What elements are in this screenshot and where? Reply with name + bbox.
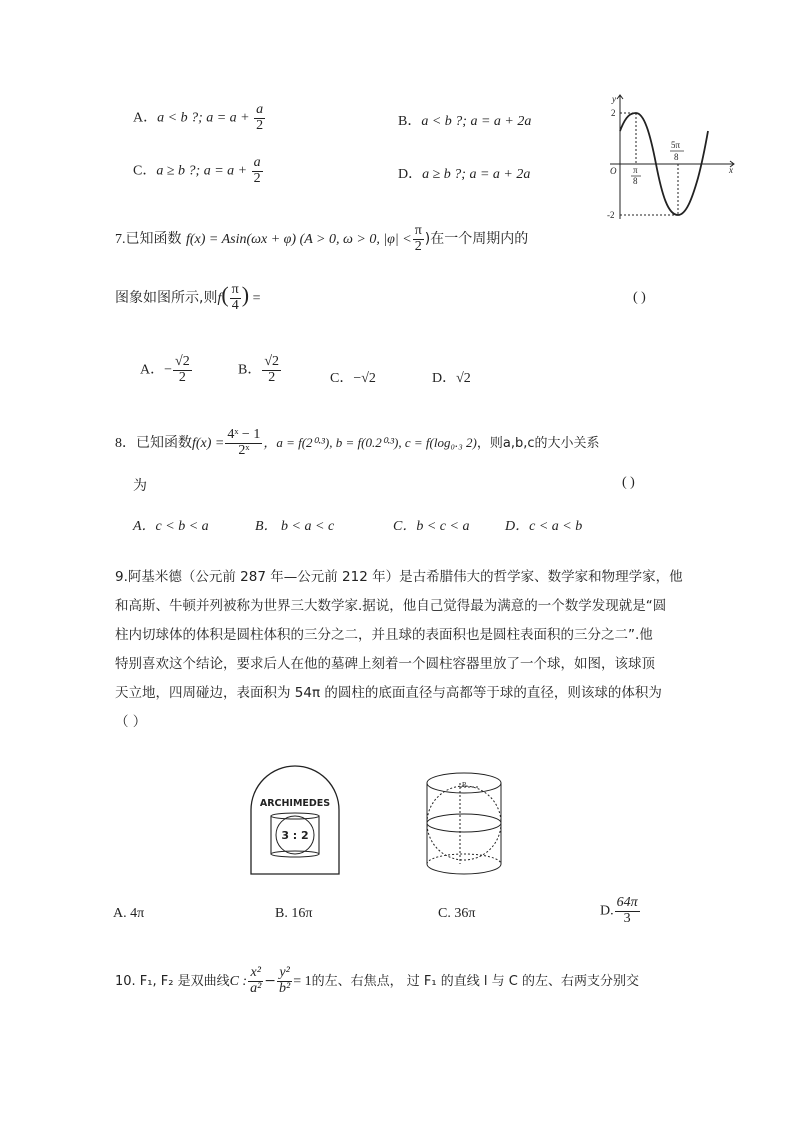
q9-line: 柱内切球体的体积是圆柱体积的三分之二，并且球的表面积也是圆柱表面积的三分之二”.他 xyxy=(115,627,653,643)
q9-line: 天立地，四周碰边，表面积为 54π 的圆柱的底面直径与高都等于球的直径，则该球的体积为 xyxy=(115,685,662,701)
sine-graph xyxy=(598,93,740,223)
option-text: a < b ?; a = a + xyxy=(157,110,254,126)
q7-option-c xyxy=(330,367,376,387)
q7-option-d xyxy=(432,367,471,387)
fraction xyxy=(173,355,192,385)
fraction xyxy=(230,283,241,313)
tomb-title: ARCHIMEDES xyxy=(259,798,331,809)
stem-text: 的左、右焦点， 过 F₁ 的直线 l 与 C 的左、右两支分别交 xyxy=(311,974,639,990)
fraction xyxy=(615,896,640,926)
tick1-den: 8 xyxy=(633,176,638,186)
y-axis-label: y xyxy=(612,94,616,104)
frac-den: b² xyxy=(279,980,291,996)
q7-stem xyxy=(115,224,528,254)
stem-text: 10. F₁, F₂ 是双曲线 xyxy=(115,974,230,990)
option-label: C． xyxy=(133,163,157,179)
option-label: C． xyxy=(330,371,354,386)
frac-num: 64π xyxy=(616,895,638,910)
tomb-ratio: 3 : 2 xyxy=(281,829,309,842)
frac-num: 4ˣ − 1 xyxy=(227,427,261,442)
q9-line: 特别喜欢这个结论，要求后人在他的墓碑上刻着一个圆柱容器里放了一个球，如图，该球顶 xyxy=(115,656,655,672)
frac-num: a xyxy=(253,155,261,170)
tick2-den: 8 xyxy=(674,152,679,162)
frac-num: x² xyxy=(250,965,261,980)
option-value: −√2 xyxy=(353,371,376,386)
q10-stem xyxy=(115,966,639,996)
frac-den: a² xyxy=(250,980,262,996)
curve-name: C : xyxy=(229,974,248,990)
q9-stem xyxy=(115,563,683,737)
x-axis-label: x xyxy=(729,165,733,175)
q8-stem xyxy=(115,428,600,458)
question-number: 7. xyxy=(115,232,126,248)
q8-option-b: B． b < a < c xyxy=(255,519,335,534)
q9-option-c: C. 36π xyxy=(438,906,476,921)
q8-option-a: A．c < b < a xyxy=(133,519,209,534)
q9-option-b: B. 16π xyxy=(275,906,313,921)
cylinder-bottom-front xyxy=(427,864,501,874)
option-text: a < b ?; a = a + 2a xyxy=(421,114,532,129)
option-label: D. xyxy=(600,903,614,919)
fraction xyxy=(262,355,281,385)
frac-num: π xyxy=(231,281,239,297)
stem-text: ，则a,b,c的大小关系 xyxy=(476,436,600,452)
q6-option-b xyxy=(398,110,531,130)
q9-line: 9.阿基米德（公元前 287 年—公元前 212 年）是古希腊伟大的哲学家、数学家和物理学家，他 xyxy=(115,569,683,585)
stem-text: )在一个周期内的 xyxy=(424,231,529,248)
frac-den: 2 xyxy=(253,170,261,186)
radius-label: R xyxy=(462,781,467,789)
option-label: B． xyxy=(398,114,422,129)
q7-option-a xyxy=(140,355,193,385)
y-min-label: -2 xyxy=(607,210,615,220)
option-value: √2 xyxy=(456,371,471,386)
option-label: B． xyxy=(238,362,262,378)
tick2-num: 5π xyxy=(671,140,681,150)
frac-den: 2 xyxy=(414,238,422,254)
origin-label: O xyxy=(610,166,617,176)
q7-line2: 图象如图所示,则f( $\frac{\pi}{4}$ ) = xyxy=(115,281,261,313)
fraction xyxy=(254,103,265,133)
tick1-num: π xyxy=(633,165,638,175)
option-label: D． xyxy=(432,371,457,386)
archimedes-tomb xyxy=(249,764,341,876)
q8-option-d: D．c < a < b xyxy=(505,519,583,534)
inscribed-sphere xyxy=(427,786,501,860)
cylinder-bottom-back xyxy=(427,854,501,864)
frac-num: y² xyxy=(279,965,290,980)
frac-den: 4 xyxy=(231,297,239,313)
frac-den: 2 xyxy=(256,117,264,133)
stem-text: 已知函数 xyxy=(125,231,182,248)
formula: f(x) = xyxy=(192,436,225,452)
q9-option-a: A. 4π xyxy=(113,906,145,921)
option-label: A． xyxy=(140,362,165,378)
question-number: 8． xyxy=(115,436,136,452)
sphere-equator xyxy=(427,814,501,832)
answer-paren: ( ) xyxy=(622,475,635,490)
frac-num: √2 xyxy=(175,354,190,369)
stem-text: 已知函数 xyxy=(136,435,192,452)
fraction xyxy=(248,966,263,996)
formula: f(x) = Asin(ωx + φ) (A > 0, ω > 0, |φ| < xyxy=(185,232,412,248)
frac-den: 2ˣ xyxy=(238,442,250,458)
minus: − xyxy=(264,973,277,990)
q9-line: 和高斯、牛顿并列被称为世界三大数学家.据说，他自己觉得最为满意的一个数学发现就是“圆 xyxy=(115,598,667,614)
frac-num: a xyxy=(256,102,264,117)
frac-den: 2 xyxy=(178,369,186,385)
frac-den: 3 xyxy=(623,910,631,926)
stem-text: 图象如图所示,则 xyxy=(115,290,218,306)
option-text: a ≥ b ?; a = a + 2a xyxy=(422,167,531,182)
cylinder-sphere-figure xyxy=(420,770,510,880)
fraction xyxy=(225,428,262,458)
sign: − xyxy=(164,362,173,378)
q9-line: （ ） xyxy=(115,714,147,730)
fraction xyxy=(252,156,263,186)
q6-option-c xyxy=(133,156,264,186)
q8-line2: 为 xyxy=(133,478,147,494)
y-max-label: 2 xyxy=(611,108,616,118)
fraction xyxy=(277,966,292,996)
q7-option-b xyxy=(238,355,282,385)
definitions: ，a = f(2⁰·³), b = f(0.2⁰·³), c = f(log₀.₃ 2) xyxy=(263,435,477,451)
frac-num: π xyxy=(414,223,422,238)
q9-option-d xyxy=(600,896,641,926)
q8-option-c: C．b < c < a xyxy=(393,519,470,534)
equals: = xyxy=(249,291,261,306)
fraction xyxy=(413,224,424,254)
ask-func: f xyxy=(217,291,222,306)
answer-paren: ( ) xyxy=(633,290,646,305)
option-label: D． xyxy=(398,167,423,182)
frac-den: 2 xyxy=(268,369,276,385)
equals: = 1 xyxy=(293,974,312,990)
option-label: A． xyxy=(133,110,158,126)
q6-option-a xyxy=(133,103,266,133)
frac-num: √2 xyxy=(264,354,280,369)
option-text: a ≥ b ?; a = a + xyxy=(156,163,251,179)
q6-option-d xyxy=(398,163,530,183)
